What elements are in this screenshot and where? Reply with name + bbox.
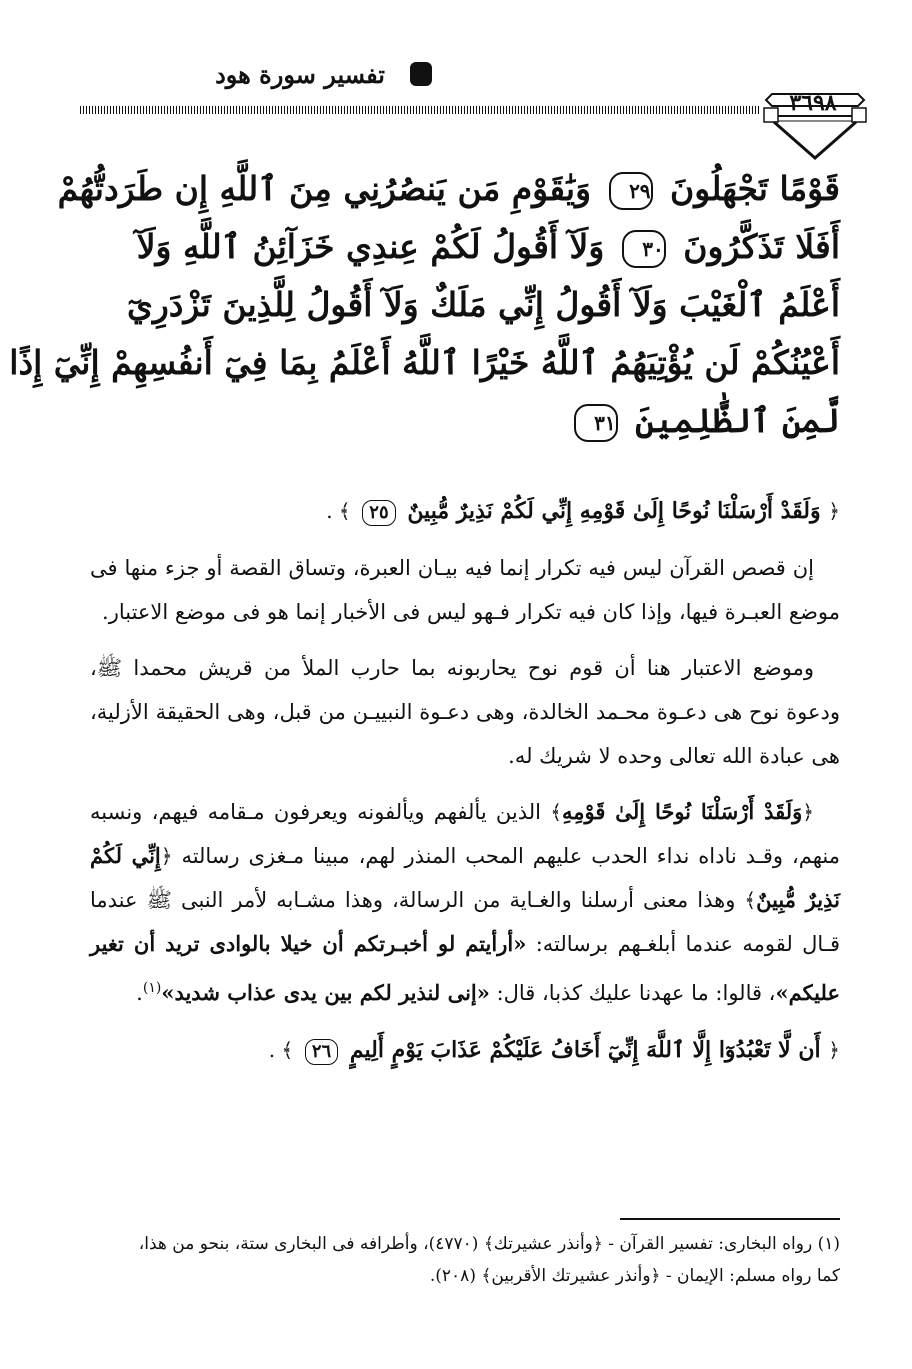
inline-verse: وَلَقَدْ أَرْسَلْنَا نُوحًا إِلَىٰ قَوْمِهِ [562,799,803,824]
quran-line [160,392,840,450]
quote-close-icon: ﴾ . [268,1038,294,1062]
quran-text: أَعْيُنُكُمْ لَن يُؤْتِيَهُمُ ٱللَّهُ خَيْرًا ٱللَّهُ أَعْلَمُ بِمَا فِيٓ أَنفُسِهِمْ إِنِّيٓ إِذًا [9,343,840,382]
quote-open-icon: ﴿ [802,800,814,824]
ayah-marker: ٢٦ [305,1039,338,1065]
inline-verse: إِنِّي لَكُمْ نَذِيرٌ مُّبِينٌ [90,843,840,912]
ayah-marker: ٣١ [574,404,618,442]
hadith-quote: «أرأيتم لو أخبـرتكم أن خيلا بالوادى تريد أن تغير عليكم» [90,931,840,1005]
quran-text: وَيَٰقَوْمِ مَن يَنصُرُنِي مِنَ ٱللَّهِ إِن طَرَدتُّهُمْ [57,169,592,208]
quran-text: أَفَلَا تَذَكَّرُونَ [683,227,840,266]
footnote-line: (١) رواه البخارى: تفسير القرآن - ﴿وأنذر عشيرتك﴾ (٤٧٧٠)، وأطرافه فى البخارى ستة، بنحو من هذا، [138,1234,840,1254]
quran-line [57,160,840,218]
quote-close-icon: ﴾ [744,888,757,912]
quote-close-icon: ﴾ [550,800,563,824]
footnote-divider [620,1218,840,1220]
footnote-reference[interactable]: (١) [142,980,162,996]
paragraph: وموضع الاعتبار هنا أن قوم نوح يحاربونه بما حارب الملأ من قريش محمدا ﷺ، ودعوة نوح هى دعـوة محـمد الخالدة، وهى دعـوة النبييـن من قبل، وهى الحقيقة الأزلية، هى عبادة الله تعالى وحده لا شريك له. [90,656,840,768]
quran-block [9,160,840,450]
quran-line [9,334,840,392]
page-number: ٣٦٩٨ [789,90,837,116]
quran-text: لَّمِنَ ٱلظَّٰلِمِينَ [635,401,840,440]
footnote-line: كما رواه مسلم: الإيمان - ﴿وأنذر عشيرتك الأقربين﴾ (٢٠٨). [429,1266,840,1286]
header-rule [80,106,760,114]
quran-text: وَلَآ أَقُولُ لَكُمْ عِندِي خَزَآئِنُ ٱللَّهِ وَلَآ [136,227,605,266]
page-number-frame [760,78,870,160]
paragraph-text: الذين يألفهم ويألفونه ويعرفون مـقامه فيهم، ونسبه منهم، وقـد ناداه نداء الحدب عليهم المحب المنذر لهم، مبينا مـغزى رسالته [90,800,840,868]
ayah-marker: ٢٥ [362,500,395,526]
ayah-marker: ٣٠ [622,230,666,268]
page-header [80,50,840,160]
hadith-quote: «إنى لنذير لكم بين يدى عذاب شديد» [161,980,490,1005]
paragraph-text: وهذا معنى أرسلنا والغـاية من الرسالة، وهذا مشـابه لأمر النبى ﷺ عندما قـال لقومه عندما أبلغـهم برسالته: [90,888,841,956]
verse-heading [90,1027,840,1073]
quran-text: قَوْمًا تَجْهَلُونَ [670,169,840,208]
running-title: تفسير سورة هود [215,60,385,89]
paragraph: ﴿وَلَقَدْ أَرْسَلْنَا نُوحًا إِلَىٰ قَوْمِهِ﴾ الذين يألفهم ويألفونه ويعرفون مـقامه فيهم، ونسبه منهم، وقـد ناداه نداء الحدب عليهم المحب المنذر لهم، مبينا مـغزى رسالته ﴿إِنِّي لَكُمْ نَذِيرٌ مُّبِينٌ﴾ وهذا معنى أرسلنا والغـاية من الرسالة، وهذا مشـابه لأمر النبى ﷺ عندما قـال لقومه عندما أبلغـهم برسالته: «أرأيتم لو أخبـرتكم أن خيلا بالوادى تريد أن تغير عليكم»، قالوا: ما عهدنا عليك كذبا، قال: «إنى لنذير لكم بين يدى عذاب شديد»$^{(١)}$. [90,799,841,1005]
quote-open-icon: ﴿ [828,499,840,523]
quran-text: أَعْلَمُ ٱلْغَيْبَ وَلَآ أَقُولُ إِنِّي مَلَكٌ وَلَآ أَقُولُ لِلَّذِينَ تَزْدَرِيٓ [127,285,840,324]
paragraph: إن قصص القرآن ليس فيه تكرار إنما فيه بيـان العبرة، وتساق القصة أو جزء منها فى موضع العبـرة فيها، وإذا كان فيه تكرار فـهو ليس فى الأخبار إنما هو فى موضع الاعتبار. [90,556,840,624]
quran-line [127,276,840,334]
ayah-marker: ٢٩ [609,172,653,210]
quote-close-icon: ﴾ . [326,499,351,523]
verse-text: وَلَقَدْ أَرْسَلْنَا نُوحًا إِلَىٰ قَوْمِهِ إِنِّي لَكُمْ نَذِيرٌ مُّبِينٌ [407,498,821,524]
footnotes [90,1228,840,1292]
paragraph-text: ، قالوا: ما عهدنا عليك كذبا، قال: [496,981,776,1005]
verse-heading [90,488,840,534]
quote-open-icon: ﴿ [828,1038,840,1062]
ornament-icon [410,62,432,86]
quran-line [136,218,840,276]
verse-text: أَن لَّا تَعْبُدُوٓا إِلَّا ٱللَّهَ إِنِّيٓ أَخَافُ عَلَيْكُمْ عَذَابَ يَوْمٍ أَلِيمٍ [349,1037,821,1063]
commentary-body [90,488,840,1073]
quote-open-icon: ﴿ [160,844,173,868]
